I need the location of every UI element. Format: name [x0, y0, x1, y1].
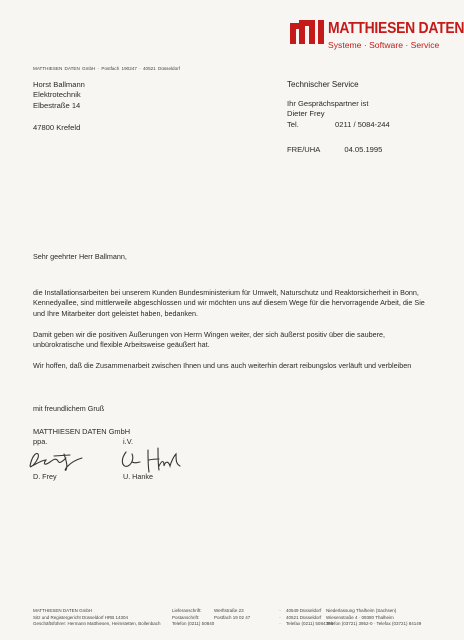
- footer-value: 40549 Düsseldorf: [286, 608, 322, 613]
- footer-line: Wiesenstraße 4 · 09380 Thalheim: [326, 614, 394, 620]
- letter-body: [33, 252, 425, 382]
- footer-row: [172, 615, 333, 622]
- logo-tagline: Systeme · Software · Service: [328, 40, 440, 50]
- paragraph: Damit geben wir die positiven Äußerungen von Herrn Wingen weiter, der sich äußerst positiv über die saubere, unbürokratische und flexible Arbeitsweise geäußert hat.: [33, 329, 385, 349]
- footer-line: Telefon (03721) 3952-0 · Telefax (03721) 84149: [326, 621, 422, 627]
- reference-date-line: [287, 145, 382, 154]
- phone-label: Tel.: [287, 119, 299, 129]
- footer-value: 40521 Düsseldorf: [286, 614, 322, 620]
- recipient-company: Elektrotechnik: [33, 90, 81, 100]
- contact-name: Dieter Frey: [287, 109, 325, 119]
- department-heading: Technischer Service: [287, 80, 359, 89]
- footer-value: Telefax (0211) 5084388: [286, 621, 333, 627]
- signature-hanke-icon: [118, 446, 190, 474]
- footer-line: Niederlassung Thalheim (Sachsen): [326, 608, 397, 613]
- logo-name: MATTHIESEN DATEN: [328, 20, 464, 37]
- signer-prefix-iv: i.V.: [123, 437, 133, 446]
- letter-date: 04.05.1995: [344, 145, 383, 154]
- footer-company-info: [33, 608, 161, 628]
- signer-name-frey: D. Frey: [33, 472, 57, 481]
- contact-block: [287, 99, 390, 130]
- footer-value: Werftstraße 23: [214, 608, 244, 613]
- sender-return-line: MATTHIESEN DATEN GmbH · Postfach 190247 · 40521 Düsseldorf: [33, 66, 180, 71]
- footer-line: MATTHIESEN DATEN GmbH: [33, 608, 93, 613]
- footer-label: Postanschrift:: [172, 614, 200, 620]
- footer-separator: ·: [279, 608, 281, 613]
- signature-company: MATTHIESEN DATEN GmbH: [33, 427, 131, 436]
- recipient-city: 47800 Krefeld: [33, 123, 81, 132]
- footer-addresses: [172, 608, 333, 628]
- recipient-name: Horst Ballmann: [33, 80, 85, 89]
- reference-code: FRE/UHA: [287, 145, 321, 154]
- contact-label: Ihr Gesprächspartner ist: [287, 99, 369, 108]
- salutation: Sehr geehrter Herr Ballmann,: [33, 252, 127, 261]
- contact-phone: [287, 120, 390, 130]
- closing-phrase: mit freundlichem Gruß: [33, 404, 105, 413]
- footer-line: Geschäftsführer: Hermann Matthiesen, Heimstetten, Bollenbach: [33, 621, 161, 627]
- footer-row: [172, 608, 333, 615]
- footer-line: Sitz und Registergericht Düsseldorf HRB 14304: [33, 614, 129, 620]
- paragraph: Wir hoffen, daß die Zusammenarbeit zwischen Ihnen und uns auch weiterhin derart reibungslos verläuft und verbleiben: [33, 360, 412, 370]
- signer-prefix-ppa: ppa.: [33, 437, 48, 446]
- footer-label: Lieferanschrift:: [172, 608, 202, 613]
- signer-name-hanke: U. Hanke: [123, 472, 153, 481]
- signature-frey-icon: [26, 446, 90, 472]
- footer-branch-info: [326, 608, 421, 628]
- phone-value: 0211 / 5084-244: [335, 119, 390, 129]
- footer-separator: ·: [279, 621, 281, 627]
- recipient-address: [33, 80, 85, 111]
- recipient-street: Elbestraße 14: [33, 100, 81, 110]
- footer-row: [172, 621, 333, 628]
- company-logo-icon: [290, 20, 324, 44]
- footer-separator: ·: [279, 614, 281, 620]
- footer-label: Telefon (0211) 50840: [172, 621, 215, 627]
- paragraph: die Installationsarbeiten bei unserem Kunden Bundesministerium für Umwelt, Naturschutz und Reaktorsicherheit in Bonn, Kennedyallee, sind mittlerweile abgeschlossen und wir möchten uns auf diesem Wege für die hervorragende Arbeit, die Sie und Ihre Mitarbeiter dort geleistet haben, bedanken.: [33, 288, 425, 318]
- footer-value: Postfach 19 02 47: [214, 614, 251, 620]
